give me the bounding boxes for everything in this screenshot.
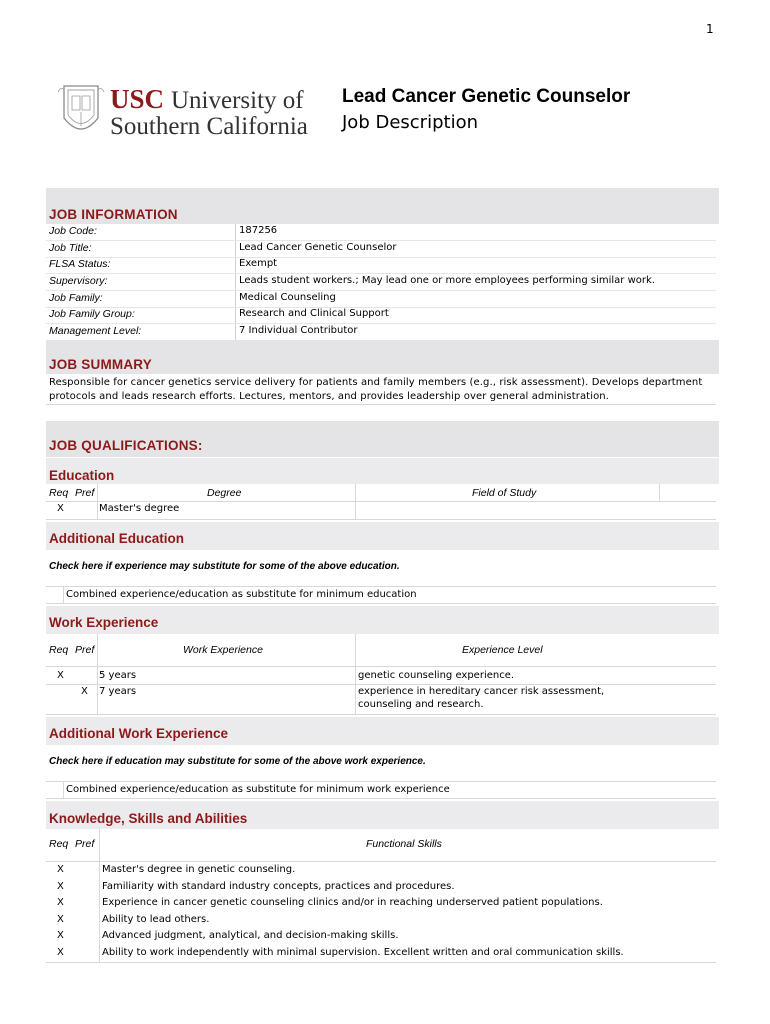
info-row-job-family <box>46 291 716 308</box>
work-experience-heading: Work Experience <box>49 615 159 630</box>
education-col-divider <box>355 484 356 520</box>
education-col-divider <box>97 484 98 520</box>
work-row-2-pref: X <box>81 686 88 697</box>
education-field-header: Field of Study <box>472 487 537 499</box>
info-value: 7 Individual Contributor <box>239 325 358 336</box>
work-row-2-level-line-2: counseling and research. <box>358 699 484 710</box>
ksa-row-skill: Familiarity with standard industry concepts, practices and procedures. <box>102 881 455 892</box>
page-number: 1 <box>706 22 714 36</box>
work-req-header: Req <box>49 644 69 656</box>
info-label: Job Family Group: <box>49 308 135 320</box>
ksa-row-skill: Advanced judgment, analytical, and decision-making skills. <box>102 930 399 941</box>
qualifications-heading: JOB QUALIFICATIONS: <box>49 438 203 453</box>
logo-usc-text: USC <box>110 84 165 114</box>
ksa-row-skill: Ability to lead others. <box>102 914 210 925</box>
ksa-header-rule <box>46 861 716 862</box>
info-value: Medical Counseling <box>239 292 336 303</box>
additional-education-heading: Additional Education <box>49 531 184 546</box>
education-band <box>46 458 719 484</box>
work-row-1-level: genetic counseling experience. <box>358 670 515 681</box>
ksa-row-skill: Experience in cancer genetic counseling clinics and/or in reaching underserved patient populations. <box>102 897 603 908</box>
ksa-row-req: X <box>57 914 64 925</box>
logo-southern-california-text: Southern California <box>110 113 308 140</box>
document-subtitle: Job Description <box>342 112 478 133</box>
summary-heading: JOB SUMMARY <box>49 357 152 372</box>
additional-work-bottom-rule <box>46 798 716 799</box>
summary-line-2: protocols and leads research efforts. Lectures, mentors, and provides leadership over general administration. <box>49 391 610 402</box>
summary-line-1: Responsible for cancer genetics service delivery for patients and family members (e.g., risk assessment). Develops department <box>49 377 703 388</box>
logo-university-text: University of <box>171 87 304 114</box>
usc-shield-icon <box>58 82 328 142</box>
summary-bottom-rule <box>46 404 716 405</box>
ksa-row-req: X <box>57 930 64 941</box>
education-req-header: Req <box>49 487 69 499</box>
info-label: Job Title: <box>49 242 92 254</box>
ksa-skills-header: Functional Skills <box>366 838 442 850</box>
work-row-2-years: 7 years <box>99 686 137 697</box>
education-heading: Education <box>49 468 115 483</box>
checkbox-divider <box>63 781 64 798</box>
education-degree-header: Degree <box>207 487 242 499</box>
additional-work-heading: Additional Work Experience <box>49 726 229 741</box>
info-label: FLSA Status: <box>49 258 111 270</box>
ksa-req-header: Req <box>49 838 69 850</box>
info-row-supervisory <box>46 274 716 291</box>
education-req-mark: X <box>57 503 64 514</box>
additional-education-bottom-rule <box>46 603 716 604</box>
ksa-heading: Knowledge, Skills and Abilities <box>49 811 248 826</box>
combined-education-text: Combined experience/education as substitute for minimum education <box>66 589 417 600</box>
additional-work-rule <box>46 781 716 782</box>
combined-work-text: Combined experience/education as substitute for minimum work experience <box>66 784 450 795</box>
work-col-divider <box>97 634 98 714</box>
ksa-row-skill: Ability to work independently with minimal supervision. Excellent written and oral communication skills. <box>102 947 624 958</box>
ksa-row-skill: Master's degree in genetic counseling. <box>102 864 296 875</box>
info-value: Leads student workers.; May lead one or more employees performing similar work. <box>239 275 655 286</box>
ksa-col-divider <box>99 829 100 962</box>
info-value: Exempt <box>239 258 278 269</box>
info-label: Job Code: <box>49 225 97 237</box>
ksa-row-req: X <box>57 947 64 958</box>
ksa-pref-header: Pref <box>75 838 95 850</box>
info-label: Supervisory: <box>49 275 108 287</box>
work-row-1-req: X <box>57 670 64 681</box>
education-bottom-rule <box>46 519 716 520</box>
work-col-divider <box>355 634 356 714</box>
info-label: Management Level: <box>49 325 142 337</box>
ksa-row-req: X <box>57 897 64 908</box>
info-row-job-title <box>46 241 716 258</box>
work-experience-header: Work Experience <box>183 644 263 656</box>
info-row-job-code <box>46 224 716 241</box>
info-value: Research and Clinical Support <box>239 308 389 319</box>
education-col-divider <box>659 484 660 502</box>
education-pref-header: Pref <box>75 487 95 499</box>
work-bottom-rule <box>46 714 716 715</box>
info-row-flsa <box>46 257 716 274</box>
additional-work-check-text: Check here if education may substitute for some of the above work experience. <box>49 756 426 767</box>
ksa-bottom-rule <box>46 962 716 963</box>
info-row-management-level <box>46 324 716 341</box>
work-header-rule <box>46 666 716 667</box>
document-title: Lead Cancer Genetic Counselor <box>342 86 631 107</box>
additional-education-check-text: Check here if experience may substitute for some of the above education. <box>49 561 400 572</box>
ksa-row-req: X <box>57 881 64 892</box>
work-level-header: Experience Level <box>462 644 543 656</box>
checkbox-divider <box>63 586 64 603</box>
info-row-job-family-group <box>46 307 716 324</box>
work-pref-header: Pref <box>75 644 95 656</box>
work-row-2-level-line-1: experience in hereditary cancer risk assessment, <box>358 686 605 697</box>
ksa-row-req: X <box>57 864 64 875</box>
info-value: 187256 <box>239 225 278 236</box>
education-degree-value: Master's degree <box>99 503 180 514</box>
work-row-1-years: 5 years <box>99 670 137 681</box>
education-header-rule <box>46 501 716 502</box>
usc-logo <box>58 82 328 142</box>
additional-education-rule <box>46 586 716 587</box>
info-value: Lead Cancer Genetic Counselor <box>239 242 397 253</box>
info-label: Job Family: <box>49 292 103 304</box>
job-info-heading: JOB INFORMATION <box>49 207 178 222</box>
work-row-rule <box>46 684 716 685</box>
